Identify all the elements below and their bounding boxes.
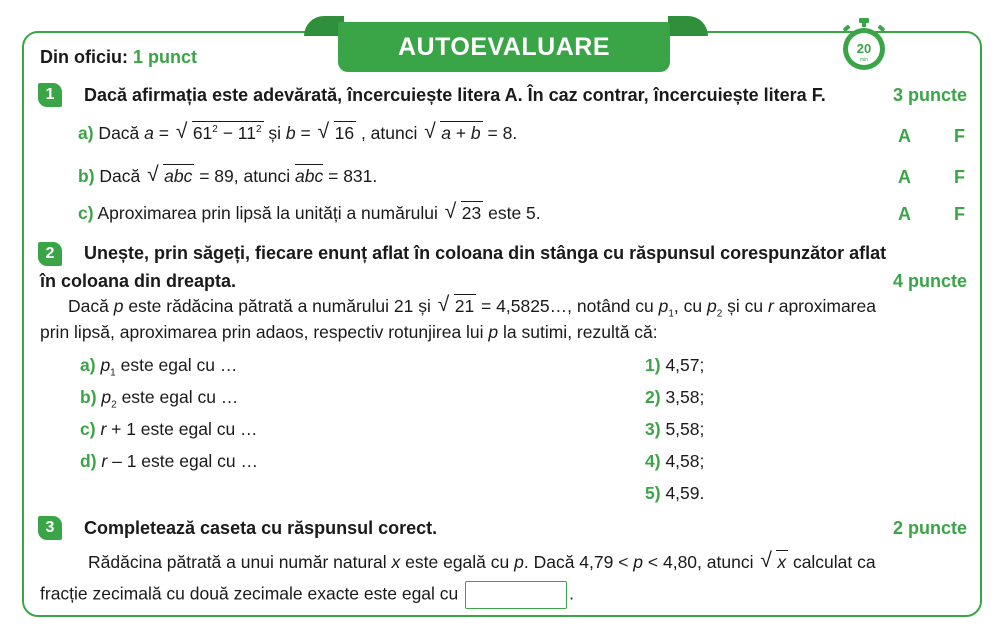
q1-item-a: a) Dacă a = √ $61^2 - 11^2$ și b = √ 16 , atunci √ a + b = 8. [78,120,518,143]
q2-right-item-3[interactable] [645,419,704,440]
din-oficiu-value: 1 punct [133,47,198,67]
q3-line2-end: . [569,583,575,604]
q2-right-4-label: 4) [645,451,661,471]
q1-b-option-a[interactable]: A [898,167,911,187]
q3-line2 [40,581,574,609]
q2-left-d-label: d) [80,451,97,471]
q3-line2-text: fracție zecimală cu două zecimale exacte este egal cu [40,583,459,604]
q3-line1: Rădăcina pătrată a unui număr natural x este egală cu p. Dacă 4,79 < p < 4,80, atunci √ x calculat ca [88,549,876,572]
q2-intro-line1: Dacă p este rădăcina pătrată a numărului 21 și √ 21 = 4,5825…, notând cu $p_1$, cu $p_2$ și cu r aproximarea [68,293,876,320]
q1-a-option-f[interactable]: F [954,126,965,146]
question-3-title: Completează caseta cu răspunsul corect. [84,518,438,538]
question-number-1: 1 [38,83,62,107]
question-1-points: 3 puncte [892,85,967,105]
q2-right-2-value: 3,58; [665,387,705,407]
page-title: AUTOEVALUARE [338,22,670,72]
question-2-points: 4 puncte [892,271,967,291]
q1-item-c-label: c) [78,203,94,223]
q1-c-option-a[interactable]: A [898,204,911,224]
q2-left-item-b[interactable]: b) $p_2$ este egal cu … [80,387,239,411]
q2-right-item-2[interactable] [645,387,704,408]
q2-left-item-a[interactable]: a) $p_1$ este egal cu … [80,355,238,379]
question-1-title: Dacă afirmația este adevărată, încercuiește litera A. În caz contrar, încercuiește litera F. [84,85,826,105]
q1-item-a-label: a) [78,123,94,143]
question-2-title-line2: în coloana din dreapta. [40,271,237,291]
q2-left-item-c[interactable]: c) r + 1 este egal cu … [80,419,258,439]
q2-left-item-d[interactable]: d) r – 1 este egal cu … [80,451,259,471]
q2-right-1-value: 4,57; [665,355,705,375]
stopwatch-icon [838,18,890,72]
din-oficiu [40,47,197,68]
q2-right-item-1[interactable] [645,355,704,376]
q2-right-3-value: 5,58; [665,419,705,439]
q1-c-option-f[interactable]: F [954,204,965,224]
q2-right-4-value: 4,58; [665,451,705,471]
question-number-3: 3 [38,516,62,540]
q2-right-3-label: 3) [645,419,661,439]
q2-right-item-5[interactable] [645,483,704,504]
question-number-2: 2 [38,242,62,266]
q2-left-c-label: c) [80,419,96,439]
q2-left-a-label: a) [80,355,96,375]
q1-a-option-a[interactable]: A [898,126,911,146]
q2-right-1-label: 1) [645,355,661,375]
answer-box[interactable] [465,581,567,609]
q1-item-b-label: b) [78,166,95,186]
banner-tab-right [668,16,708,36]
q2-right-item-4[interactable] [645,451,704,472]
q1-b-option-f[interactable]: F [954,167,965,187]
timer-value: 20 [856,41,872,56]
q2-right-5-value: 4,59. [665,483,705,503]
question-2-title-line1: Unește, prin săgeți, fiecare enunț aflat în coloana din stânga cu răspunsul corespunzător aflat [84,243,887,263]
q2-right-5-label: 5) [645,483,661,503]
q1-item-b: b) Dacă √ abc = 89, atunci abc = 831. [78,163,378,186]
q1-item-c: c) Aproximarea prin lipsă la unități a numărului √ 23 este 5. [78,200,541,223]
din-oficiu-label: Din oficiu: [40,47,128,67]
timer-unit: min [859,57,869,63]
question-3-points: 2 puncte [892,518,967,538]
q2-left-b-label: b) [80,387,97,407]
q2-right-2-label: 2) [645,387,661,407]
q2-intro-line2: prin lipsă, aproximarea prin adaos, respectiv rotunjirea lui p la sutimi, rezultă că: [40,322,658,342]
